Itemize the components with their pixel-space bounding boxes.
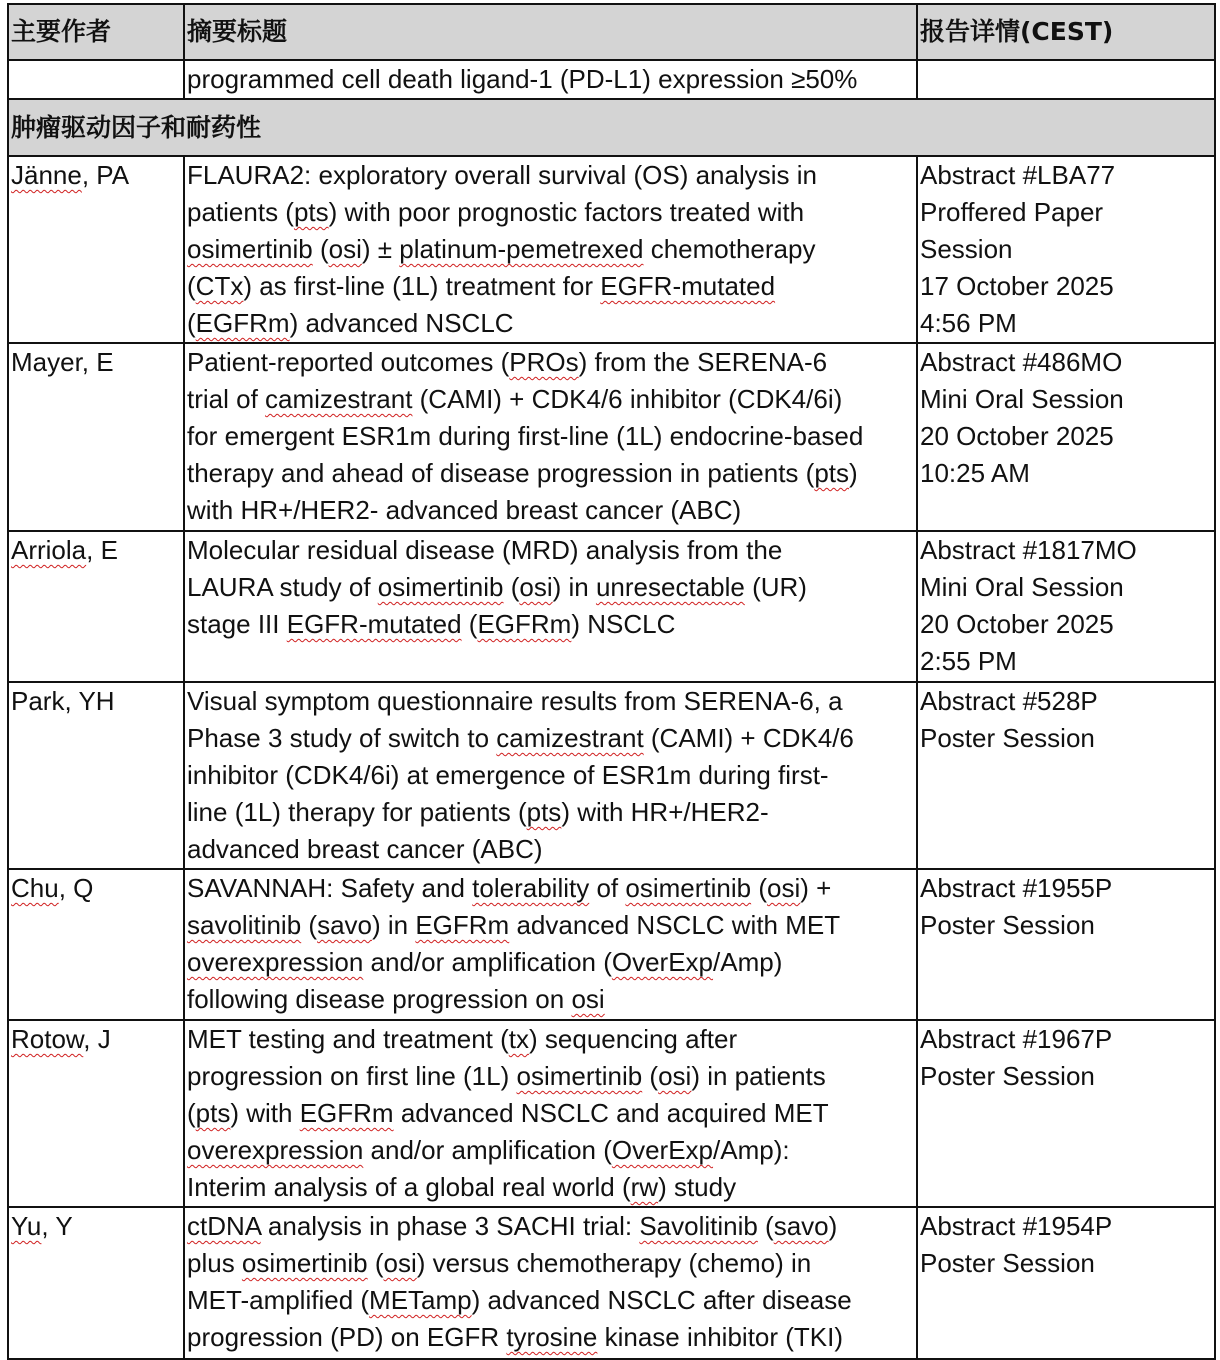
spellcheck-word: osi (519, 572, 553, 602)
spellcheck-word: tyrosine (506, 1322, 598, 1352)
spellcheck-word: PROs (509, 347, 579, 377)
spellcheck-word: OverExp (611, 947, 714, 977)
title-line: Patient-reported outcomes (PROs) from the SERENA-6 (187, 347, 828, 377)
spellcheck-word: METamp (369, 1285, 472, 1315)
author-name: Chu, Q (11, 873, 94, 903)
detail-line: Session (920, 234, 1013, 264)
cell-details (917, 60, 1215, 99)
title-line: savolitinib (savo) in EGFRm advanced NSCLC with MET (187, 910, 841, 940)
spellcheck-word: Yu (11, 1211, 42, 1241)
title-line: with HR+/HER2- advanced breast cancer (ABC) (187, 495, 742, 525)
continuation-row (8, 60, 1215, 99)
detail-line: Mini Oral Session (920, 572, 1124, 602)
title-line: osimertinib (osi) ± platinum-pemetrexed chemotherapy (187, 234, 816, 264)
cell-details (917, 343, 1215, 531)
title-line: trial of camizestrant (CAMI) + CDK4/6 inhibitor (CDK4/6i) (187, 384, 843, 414)
author-name: Rotow, J (11, 1024, 111, 1054)
title-line: FLAURA2: exploratory overall survival (OS) analysis in (187, 160, 817, 190)
header-details: 报告详情(CEST) (917, 4, 1215, 60)
spellcheck-word: savolitinib (187, 910, 302, 940)
detail-line: Poster Session (920, 910, 1095, 940)
title-line: advanced breast cancer (ABC) (187, 834, 543, 864)
spellcheck-word: EGFRm (415, 910, 510, 940)
spellcheck-word: EGFR-mutated (286, 609, 462, 639)
title-line: (pts) with EGFRm advanced NSCLC and acquired MET (187, 1098, 829, 1128)
cell-title (184, 156, 917, 343)
title-line: inhibitor (CDK4/6i) at emergence of ESR1m during first- (187, 760, 829, 790)
title-line: Molecular residual disease (MRD) analysis from the (187, 535, 783, 565)
header-row (8, 4, 1215, 60)
detail-line: 20 October 2025 (920, 609, 1114, 639)
author-name: Yu, Y (11, 1211, 73, 1241)
spellcheck-word: osi (571, 984, 605, 1014)
spellcheck-word: CTx (195, 271, 244, 301)
spellcheck-word: osimertinib (241, 1248, 368, 1278)
cell-details (917, 156, 1215, 343)
detail-line: Proffered Paper (920, 197, 1104, 227)
title-line: Phase 3 study of switch to camizestrant (CAMI) + CDK4/6 (187, 723, 854, 753)
detail-line: Mini Oral Session (920, 384, 1124, 414)
cell-title (184, 343, 917, 531)
cell-author (8, 343, 184, 531)
detail-line: Abstract #1817MO (920, 535, 1137, 565)
spellcheck-word: osimertinib (516, 1061, 643, 1091)
title-line: therapy and ahead of disease progression in patients (pts) (187, 458, 858, 488)
cell-title (184, 1207, 917, 1359)
title-line: (CTx) as first-line (1L) treatment for EGFR-mutated (187, 271, 776, 301)
spellcheck-word: OverExp (611, 1135, 714, 1165)
spellcheck-word: ctDNA (187, 1211, 261, 1241)
spellcheck-word: tx (508, 1024, 530, 1054)
spellcheck-word: pts (814, 458, 849, 488)
title-line: overexpression and/or amplification (OverExp/Amp) (187, 947, 783, 977)
spellcheck-word: platinum-pemetrexed (399, 234, 644, 264)
spellcheck-word: Jänne (11, 160, 82, 190)
cell-details (917, 1020, 1215, 1207)
spellcheck-word: overexpression (187, 947, 364, 977)
spellcheck-word: osi (383, 1248, 417, 1278)
spellcheck-word: EGFR-mutated (600, 271, 776, 301)
title-line: plus osimertinib (osi) versus chemotherapy (chemo) in (187, 1248, 812, 1278)
spellcheck-word: pts (526, 797, 562, 827)
cell-title (184, 869, 917, 1020)
author-name: Arriola, E (11, 535, 118, 565)
title-line: ctDNA analysis in phase 3 SACHI trial: Savolitinib (savo) (187, 1211, 838, 1241)
title-line: LAURA study of osimertinib (osi) in unresectable (UR) (187, 572, 807, 602)
detail-line: Poster Session (920, 1061, 1095, 1091)
author-name: Jänne, PA (11, 160, 130, 190)
spellcheck-word: savo (773, 1211, 829, 1241)
spellcheck-word: Chu (11, 873, 59, 903)
author-name: Park, YH (11, 686, 115, 716)
detail-line: 17 October 2025 (920, 271, 1114, 301)
title-line: stage III EGFR-mutated (EGFRm) NSCLC (187, 609, 676, 639)
title-line: Interim analysis of a global real world (rw) study (187, 1172, 737, 1202)
title-line: progression (PD) on EGFR tyrosine kinase inhibitor (TKI) (187, 1322, 844, 1352)
spellcheck-word: overexpression (187, 1135, 364, 1165)
spellcheck-word: osimertinib (377, 572, 504, 602)
cell-title (184, 682, 917, 869)
spellcheck-word: EGFRm (477, 609, 572, 639)
title-line: (EGFRm) advanced NSCLC (187, 308, 514, 338)
cell-author (8, 531, 184, 682)
spellcheck-word: tolerability (472, 873, 590, 903)
spellcheck-word: camizestrant (496, 723, 644, 753)
spellcheck-word: Savolitinib (639, 1211, 758, 1241)
table-row (8, 869, 1215, 1020)
spellcheck-word: osi (328, 234, 362, 264)
cell-title (184, 1020, 917, 1207)
title-line: following disease progression on osi (187, 984, 605, 1014)
detail-line: Abstract #486MO (920, 347, 1123, 377)
spellcheck-word: EGFRm (195, 308, 290, 338)
spellcheck-word: Rotow (11, 1024, 84, 1054)
title-line: MET testing and treatment (tx) sequencing after (187, 1024, 738, 1054)
spellcheck-word: osi (658, 1061, 692, 1091)
table-row (8, 156, 1215, 343)
spellcheck-word: Arriola (11, 535, 87, 565)
title-line: line (1L) therapy for patients (pts) with HR+/HER2- (187, 797, 769, 827)
cell-author (8, 682, 184, 869)
cell-author (8, 869, 184, 1020)
detail-line: 10:25 AM (920, 458, 1030, 488)
spellcheck-word: rw (630, 1172, 659, 1202)
spellcheck-word: savo (317, 910, 372, 940)
detail-line: Abstract #1967P (920, 1024, 1113, 1054)
cell-details (917, 682, 1215, 869)
table-row (8, 1020, 1215, 1207)
cell-author (8, 156, 184, 343)
spellcheck-word: pts (293, 197, 329, 227)
title-line: Visual symptom questionnaire results from SERENA-6, a (187, 686, 843, 716)
table-row (8, 1207, 1215, 1359)
cell-details (917, 531, 1215, 682)
title-line: MET-amplified (METamp) advanced NSCLC after disease (187, 1285, 852, 1315)
section-row (8, 99, 1215, 156)
detail-line: 4:56 PM (920, 308, 1017, 338)
cell-title (184, 531, 917, 682)
abstracts-table (7, 3, 1216, 1360)
spellcheck-word: EGFRm (299, 1098, 394, 1128)
title-line: SAVANNAH: Safety and tolerability of osimertinib (osi) + (187, 873, 832, 903)
table-row (8, 343, 1215, 531)
table-row (8, 531, 1215, 682)
detail-line: 20 October 2025 (920, 421, 1114, 451)
spellcheck-word: osimertinib (187, 234, 313, 264)
cell-author (8, 1207, 184, 1359)
spellcheck-word: unresectable (595, 572, 745, 602)
cell-details (917, 1207, 1215, 1359)
detail-line: Abstract #LBA77 (920, 160, 1116, 190)
spellcheck-word: camizestrant (265, 384, 413, 414)
detail-line: Abstract #1955P (920, 873, 1113, 903)
author-name: Mayer, E (11, 347, 114, 377)
spellcheck-word: pts (195, 1098, 231, 1128)
section-title: 肿瘤驱动因子和耐药性 (8, 99, 1215, 156)
cell-author (8, 1020, 184, 1207)
detail-line: 2:55 PM (920, 646, 1017, 676)
title-line: for emergent ESR1m during first-line (1L) endocrine-based (187, 421, 864, 451)
title-line: patients (pts) with poor prognostic factors treated with (187, 197, 805, 227)
title-line: progression on first line (1L) osimertinib (osi) in patients (187, 1061, 826, 1091)
spellcheck-word: osi (766, 873, 801, 903)
spellcheck-word: osimertinib (625, 873, 752, 903)
table-row (8, 682, 1215, 869)
detail-line: Abstract #1954P (920, 1211, 1113, 1241)
title-line: overexpression and/or amplification (OverExp/Amp): (187, 1135, 790, 1165)
header-author: 主要作者 (8, 4, 184, 60)
detail-line: Poster Session (920, 723, 1095, 753)
cell-details (917, 869, 1215, 1020)
header-title: 摘要标题 (184, 4, 917, 60)
detail-line: Abstract #528P (920, 686, 1098, 716)
cell-author (8, 60, 184, 99)
detail-line: Poster Session (920, 1248, 1095, 1278)
cell-title: programmed cell death ligand-1 (PD-L1) expression ≥50% (184, 60, 917, 99)
